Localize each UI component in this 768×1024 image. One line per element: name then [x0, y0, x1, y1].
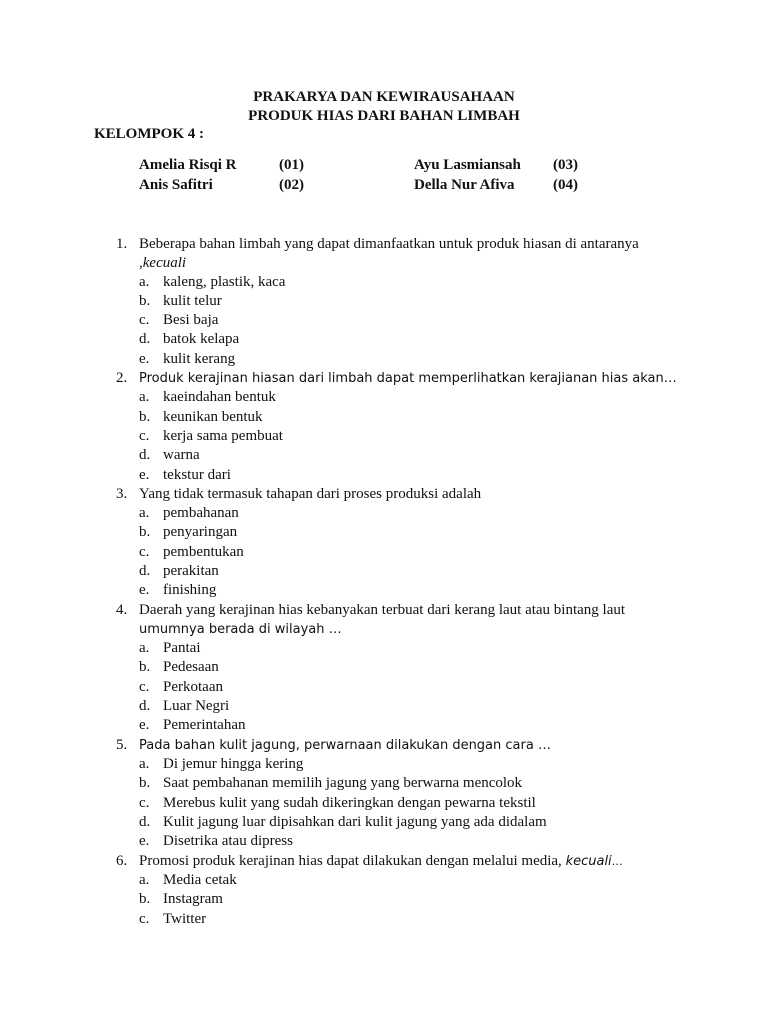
option-letter: b. — [139, 775, 151, 791]
option-letter: c. — [139, 312, 150, 328]
member-number: (04) — [553, 177, 578, 193]
option-letter: b. — [139, 524, 151, 540]
member-name: Anis Safitri — [139, 177, 213, 193]
group-label: KELOMPOK 4 : — [94, 126, 204, 142]
question-number: 2. — [116, 370, 128, 386]
option-letter: e. — [139, 833, 150, 849]
option-letter: c. — [139, 911, 150, 927]
option-letter: a. — [139, 389, 150, 405]
option-letter: a. — [139, 756, 150, 772]
question-text-wrap — [139, 852, 623, 871]
option-letter: e. — [139, 717, 150, 733]
option-text: Disetrika atau dipress — [163, 833, 293, 849]
question-text: Beberapa bahan limbah yang dapat dimanfaatkan untuk produk hiasan di antaranya — [139, 236, 639, 252]
option-text: tekstur dari — [163, 467, 231, 483]
member-number: (01) — [279, 157, 304, 173]
option-letter: e. — [139, 351, 150, 367]
option-text: finishing — [163, 582, 217, 598]
option-text: Merebus kulit yang sudah dikeringkan dengan pewarna tekstil — [163, 795, 536, 811]
option-text: kaleng, plastik, kaca — [163, 274, 286, 290]
option-text: Perkotaan — [163, 679, 223, 695]
member-number: (02) — [279, 177, 304, 193]
option-text: Besi baja — [163, 312, 219, 328]
option-letter: a. — [139, 505, 150, 521]
option-text: pembahanan — [163, 505, 239, 521]
option-letter: d. — [139, 331, 151, 347]
option-text: Pemerintahan — [163, 717, 246, 733]
option-letter: c. — [139, 795, 150, 811]
option-text: kulit kerang — [163, 351, 236, 367]
option-text: kulit telur — [163, 293, 222, 309]
option-letter: d. — [139, 814, 151, 830]
question-text-end: … — [611, 855, 623, 868]
option-text: penyaringan — [163, 524, 238, 540]
question-number: 1. — [116, 236, 128, 252]
member-number: (03) — [553, 157, 578, 173]
question-text: Daerah yang kerajinan hias kebanyakan terbuat dari kerang laut atau bintang laut — [139, 602, 626, 618]
option-letter: d. — [139, 563, 151, 579]
option-text: batok kelapa — [163, 331, 240, 347]
option-letter: a. — [139, 274, 150, 290]
question-text: Produk kerajinan hiasan dari limbah dapat memperlihatkan kerajianan hias akan… — [139, 371, 677, 386]
doc-title-line2: PRODUK HIAS DARI BAHAN LIMBAH — [248, 108, 520, 124]
question-text: Pada bahan kulit jagung, perwarnaan dilakukan dengan cara … — [139, 738, 551, 753]
question-number: 5. — [116, 737, 128, 753]
option-letter: a. — [139, 872, 150, 888]
option-letter: b. — [139, 293, 151, 309]
option-letter: c. — [139, 544, 150, 560]
option-text: Twitter — [163, 911, 207, 927]
member-name: Amelia Risqi R — [139, 157, 237, 173]
question-number: 3. — [116, 486, 128, 502]
option-text: Luar Negri — [163, 698, 230, 714]
option-text: perakitan — [163, 563, 219, 579]
member-name: Della Nur Afiva — [414, 177, 515, 193]
option-text: Pantai — [163, 640, 201, 656]
option-text: Pedesaan — [163, 659, 219, 675]
option-text: Di jemur hingga kering — [163, 756, 304, 772]
option-letter: e. — [139, 582, 150, 598]
question-text-cont: ,kecuali — [139, 255, 187, 271]
option-text: Saat pembahanan memilih jagung yang berwarna mencolok — [163, 775, 523, 791]
option-letter: e. — [139, 467, 150, 483]
option-text: warna — [163, 447, 200, 463]
option-text: kaeindahan bentuk — [163, 389, 276, 405]
option-text: Media cetak — [163, 872, 237, 888]
question-text: Promosi produk kerajinan hias dapat dilakukan dengan melalui media, — [139, 853, 562, 869]
option-letter: b. — [139, 891, 151, 907]
question-number: 4. — [116, 602, 128, 618]
option-letter: c. — [139, 428, 150, 444]
option-letter: b. — [139, 659, 151, 675]
member-name: Ayu Lasmiansah — [414, 157, 521, 173]
option-text: pembentukan — [163, 544, 244, 560]
option-text: Instagram — [163, 891, 223, 907]
option-text: keunikan bentuk — [163, 409, 263, 425]
option-letter: a. — [139, 640, 150, 656]
question-text: Yang tidak termasuk tahapan dari proses produksi adalah — [139, 486, 482, 502]
option-letter: b. — [139, 409, 151, 425]
option-text: kerja sama pembuat — [163, 428, 283, 444]
doc-title-line1: PRAKARYA DAN KEWIRAUSAHAAN — [253, 89, 515, 105]
option-letter: d. — [139, 447, 151, 463]
option-text: Kulit jagung luar dipisahkan dari kulit jagung yang ada didalam — [163, 814, 547, 830]
option-letter: d. — [139, 698, 151, 714]
question-text-italic: kecuali — [565, 854, 612, 869]
option-letter: c. — [139, 679, 150, 695]
question-text-cont: umumnya berada di wilayah … — [139, 622, 342, 637]
question-number: 6. — [116, 853, 128, 869]
